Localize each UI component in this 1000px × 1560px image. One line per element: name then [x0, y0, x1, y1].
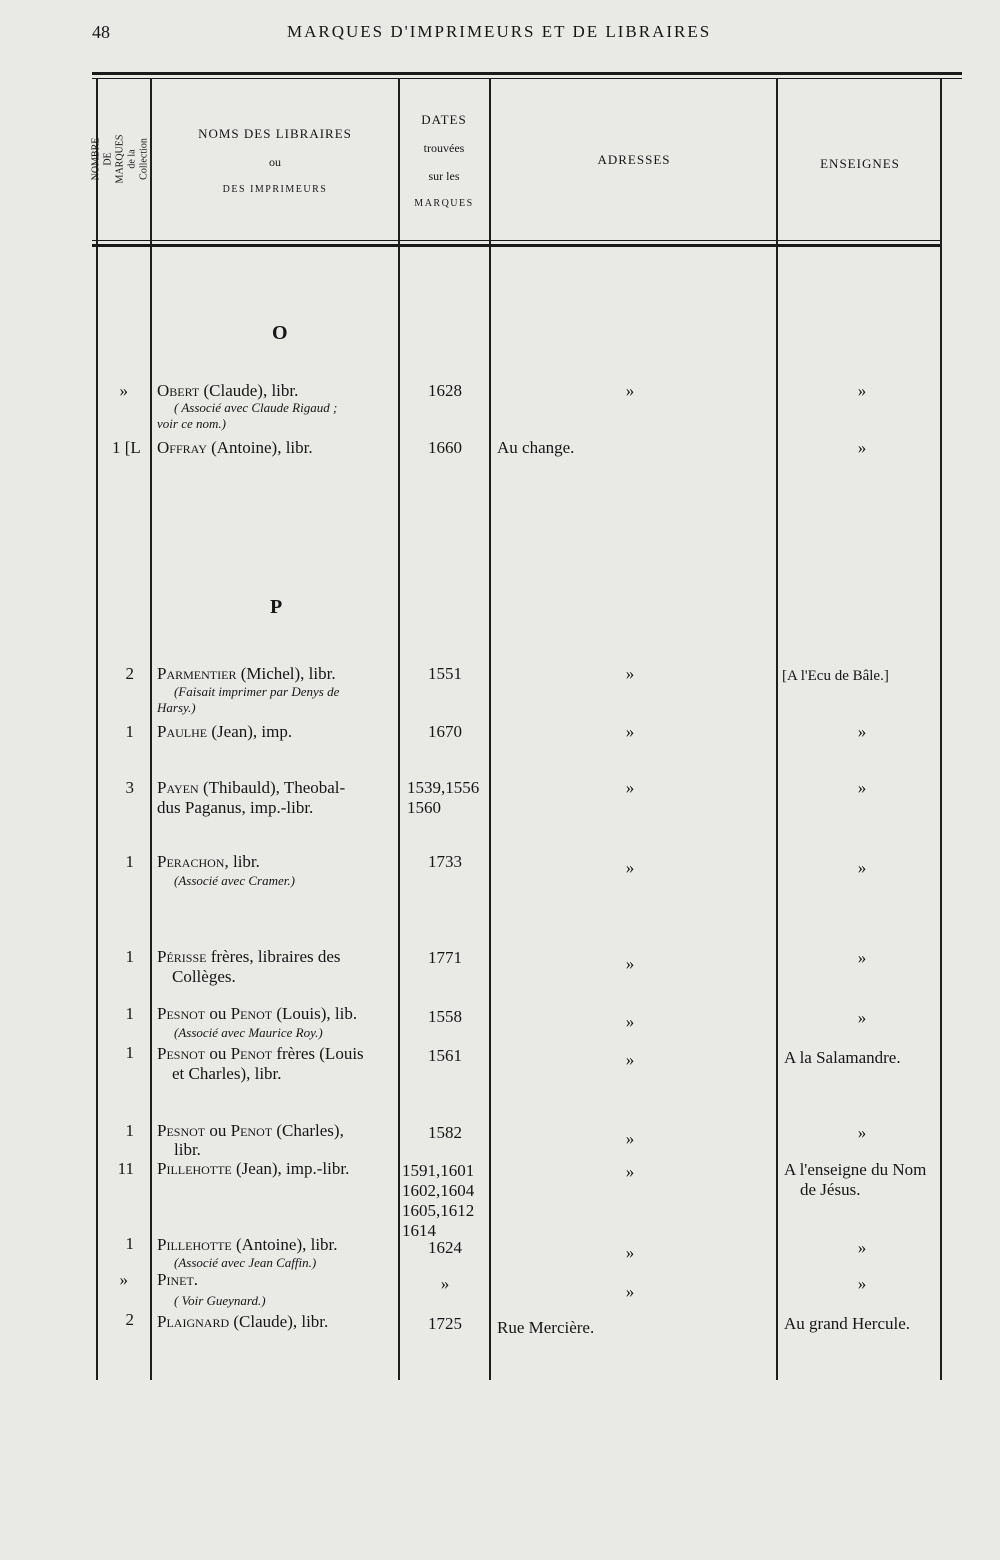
- row-name-continued: Collèges.: [172, 967, 236, 986]
- header-names: NOMS DES LIBRAIRES ou DES IMPRIMEURS: [198, 126, 352, 195]
- header-bottom-rule: [92, 244, 942, 247]
- column-divider: [489, 78, 491, 1380]
- header-dates: DATES trouvées sur les MARQUES: [414, 112, 474, 209]
- row-name: Pesnot ou Penot (Charles),: [157, 1121, 344, 1140]
- header-bottom-rule-thin: [92, 240, 942, 241]
- row-count: 1: [125, 722, 134, 741]
- row-note: ( Voir Gueynard.): [174, 1293, 266, 1308]
- row-name: Parmentier (Michel), libr.: [157, 664, 336, 683]
- row-dates: 1591,1601: [402, 1161, 475, 1180]
- row-note: (Associé avec Cramer.): [174, 873, 295, 888]
- row-name: Pesnot ou Penot (Louis), lib.: [157, 1004, 358, 1023]
- column-divider: [150, 78, 152, 1380]
- row-name-continued: dus Paganus, imp.-libr.: [157, 798, 314, 817]
- row-dates: 1660: [428, 438, 462, 457]
- row-sign: »: [857, 722, 867, 741]
- row-dates: 1551: [428, 664, 462, 683]
- row-count: 2: [125, 1310, 134, 1329]
- row-sign: »: [857, 948, 867, 967]
- row-note: ( Associé avec Claude Rigaud ;: [174, 400, 338, 415]
- row-sign: A l'enseigne du Nom: [784, 1160, 927, 1179]
- row-sign: »: [857, 381, 867, 400]
- row-note: (Associé avec Maurice Roy.): [174, 1025, 323, 1040]
- row-sign: Au grand Hercule.: [784, 1314, 911, 1333]
- row-address: »: [625, 1162, 635, 1181]
- running-title: MARQUES D'IMPRIMEURS ET DE LIBRAIRES: [287, 22, 712, 41]
- row-name: Pesnot ou Penot frères (Louis: [157, 1044, 364, 1063]
- row-name: Offray (Antoine), libr.: [157, 438, 313, 457]
- header-addresses: ADRESSES: [597, 152, 671, 167]
- row-address: »: [625, 1050, 635, 1069]
- row-sign: [A l'Ecu de Bâle.]: [782, 668, 889, 684]
- row-dates: 1561: [428, 1046, 462, 1065]
- row-sign: »: [857, 1238, 867, 1257]
- row-count: »: [119, 381, 128, 400]
- row-note: Harsy.): [157, 700, 196, 715]
- row-name: Payen (Thibauld), Theobal-: [157, 778, 346, 797]
- row-address: »: [625, 1243, 635, 1262]
- row-count: 1: [125, 1234, 134, 1253]
- row-sign: »: [857, 858, 867, 877]
- row-address: »: [625, 664, 635, 683]
- header-count: NOMBRE DE MARQUES de la Collection: [90, 134, 150, 184]
- row-address: »: [625, 954, 635, 973]
- row-sign: »: [857, 438, 867, 457]
- section-letter-o: O: [272, 322, 288, 344]
- row-dates: 1670: [428, 722, 462, 741]
- row-sign: A la Salamandre.: [784, 1048, 901, 1067]
- row-note: (Faisait imprimer par Denys de: [174, 684, 340, 699]
- table-top-rule-thin: [92, 78, 962, 79]
- section-letter-p: P: [270, 596, 283, 618]
- row-name: Pinet.: [157, 1270, 199, 1289]
- row-count: 1: [125, 1121, 134, 1140]
- row-sign: »: [857, 1123, 867, 1142]
- row-count: 1 [L: [112, 438, 141, 457]
- row-address: »: [625, 778, 635, 797]
- row-dates: 1628: [428, 381, 462, 400]
- row-name-continued: et Charles), libr.: [172, 1064, 282, 1083]
- row-sign-continued: de Jésus.: [800, 1180, 861, 1199]
- row-dates: 1725: [428, 1314, 462, 1333]
- row-dates: 1624: [428, 1238, 462, 1257]
- table-top-rule: [92, 72, 962, 75]
- row-sign: »: [857, 778, 867, 797]
- row-dates: 1539,1556: [407, 778, 480, 797]
- row-sign: »: [857, 1008, 867, 1027]
- row-name: Périsse frères, libraires des: [157, 947, 341, 966]
- row-dates: 1605,1612: [402, 1201, 475, 1220]
- row-name: Obert (Claude), libr.: [157, 381, 299, 400]
- header-signs: ENSEIGNES: [820, 156, 900, 171]
- row-name: Paulhe (Jean), imp.: [157, 722, 293, 741]
- row-dates: »: [440, 1274, 450, 1293]
- column-divider: [776, 78, 778, 1380]
- row-address: »: [625, 722, 635, 741]
- row-count: 1: [125, 852, 134, 871]
- row-name: Pillehotte (Antoine), libr.: [157, 1235, 338, 1254]
- row-address: »: [625, 1012, 635, 1031]
- row-dates: 1733: [428, 852, 462, 871]
- row-address: »: [625, 1129, 635, 1148]
- row-address: Rue Mercière.: [497, 1318, 595, 1337]
- row-count: 2: [125, 664, 134, 683]
- row-count: 3: [125, 778, 134, 797]
- records-table: [92, 72, 962, 1382]
- row-count: 11: [117, 1159, 134, 1178]
- row-count: 1: [125, 947, 134, 966]
- row-name-continued: libr.: [174, 1140, 201, 1159]
- page-number: 48: [92, 22, 110, 42]
- row-dates: 1560: [407, 798, 441, 817]
- row-count: »: [119, 1270, 128, 1289]
- row-dates: 1614: [402, 1221, 436, 1240]
- row-dates: 1582: [428, 1123, 462, 1142]
- row-dates: 1602,1604: [402, 1181, 475, 1200]
- row-address: »: [625, 381, 635, 400]
- row-dates: 1558: [428, 1007, 462, 1026]
- row-name: Perachon, libr.: [157, 852, 260, 871]
- column-divider: [940, 78, 942, 1380]
- row-note: (Associé avec Jean Caffin.): [174, 1255, 317, 1270]
- column-divider: [398, 78, 400, 1380]
- page-header: [0, 18, 1000, 48]
- row-count: 1: [125, 1004, 134, 1023]
- row-name: Pillehotte (Jean), imp.-libr.: [157, 1159, 350, 1178]
- row-note: voir ce nom.): [157, 416, 226, 431]
- row-sign: »: [857, 1274, 867, 1293]
- row-dates: 1771: [428, 948, 462, 967]
- row-name: Plaignard (Claude), libr.: [157, 1312, 329, 1331]
- row-address: »: [625, 858, 635, 877]
- row-address: Au change.: [497, 438, 575, 457]
- row-address: »: [625, 1282, 635, 1301]
- row-count: 1: [125, 1043, 134, 1062]
